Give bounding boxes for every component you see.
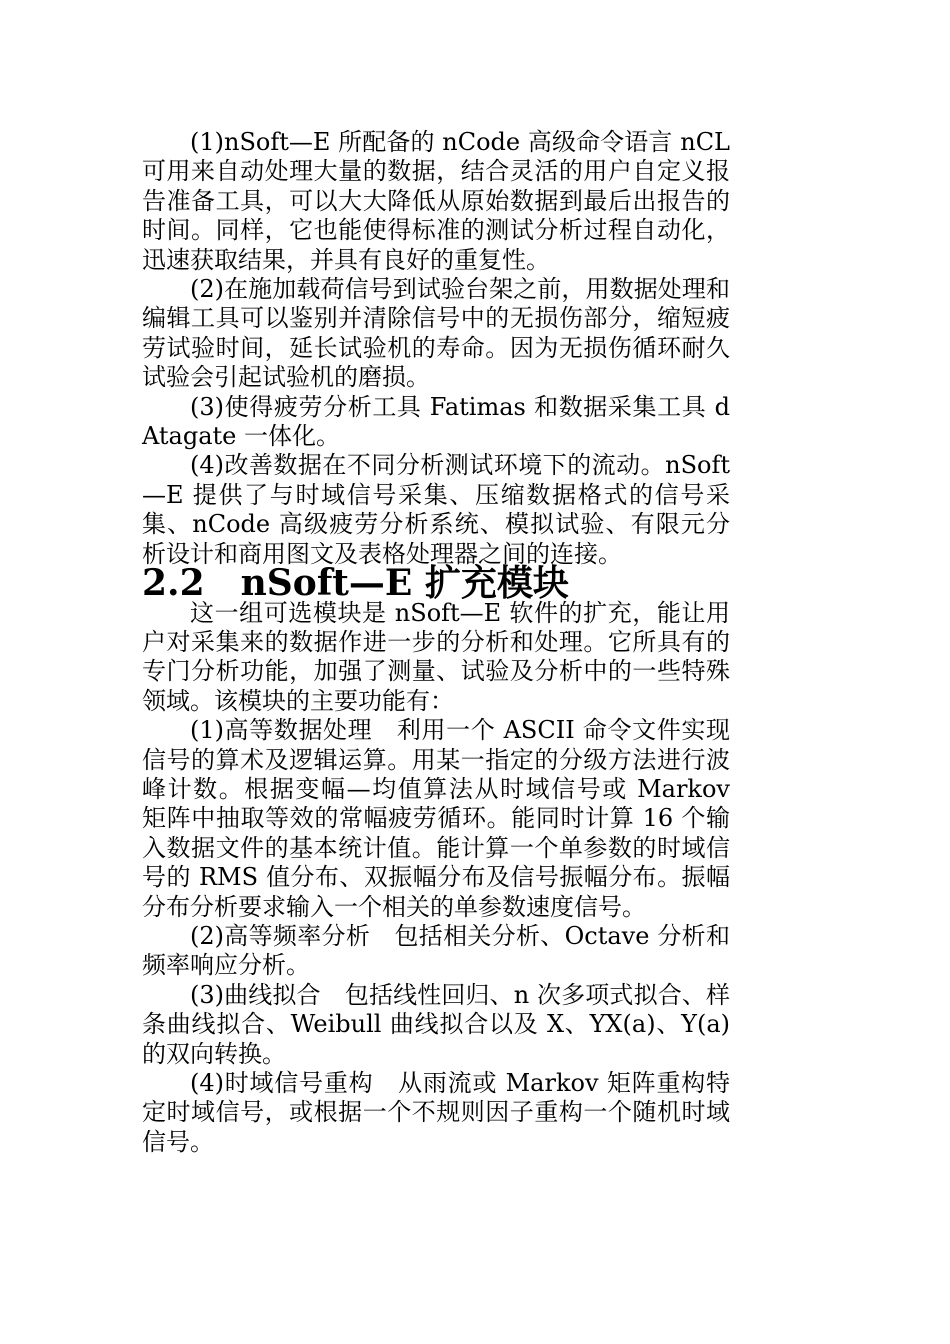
- paragraph-data-flow: (4)改善数据在不同分析测试环境下的流动。nSoft—E 提供了与时域信号采集、压缩数据格式的信号采集、nCode 高级疲劳分析系统、模拟试验、有限元分析设计和商用图文及表格处理器之间的连接。: [142, 451, 730, 568]
- paragraph-extension-intro: 这一组可选模块是 nSoft—E 软件的扩充，能让用户对采集来的数据作进一步的分析和处理。它所具有的专门分析功能，加强了测量、试验及分析中的一些特殊领域。该模块的主要功能有：: [142, 598, 730, 715]
- paragraph-load-signal: (2)在施加载荷信号到试验台架之前，用数据处理和编辑工具可以鉴别并清除信号中的无损伤部分，缩短疲劳试验时间，延长试验机的寿命。因为无损伤循环耐久试验会引起试验机的磨损。: [142, 275, 730, 392]
- document-page: [142, 128, 730, 1157]
- paragraph-advanced-data: (1)高等数据处理 利用一个 ASCII 命令文件实现信号的算术及逻辑运算。用某一指定的分级方法进行波峰计数。根据变幅—均值算法从时域信号或 Markov 矩阵中抽取等效的常幅疲劳循环。能同时计算 16 个输入数据文件的基本统计值。能计算一个单参数的时域信号的 RMS 值分布、双振幅分布及信号振幅分布。振幅分布分析要求输入一个相关的单参数速度信号。: [142, 716, 730, 921]
- paragraph-integration: (3)使得疲劳分析工具 Fatimas 和数据采集工具 dAtagate 一体化。: [142, 392, 730, 451]
- paragraph-signal-reconstruction: (4)时域信号重构 从雨流或 Markov 矩阵重构特定时域信号，或根据一个不规则因子重构一个随机时域信号。: [142, 1069, 730, 1156]
- section-heading: 2.2 nSoft—E 扩充模块: [142, 562, 569, 605]
- paragraph-frequency-analysis: (2)高等频率分析 包括相关分析、Octave 分析和频率响应分析。: [142, 921, 730, 980]
- paragraph-curve-fitting: (3)曲线拟合 包括线性回归、n 次多项式拟合、样条曲线拟合、Weibull 曲线拟合以及 X、YX(a)、Y(a)的双向转换。: [142, 980, 730, 1068]
- paragraph-ncl: (1)nSoft—E 所配备的 nCode 高级命令语言 nCL 可用来自动处理大量的数据，结合灵活的用户自定义报告准备工具，可以大大降低从原始数据到最后出报告的时间。同样，它也能使得标准的测试分析过程自动化，迅速获取结果，并具有良好的重复性。: [142, 128, 730, 274]
